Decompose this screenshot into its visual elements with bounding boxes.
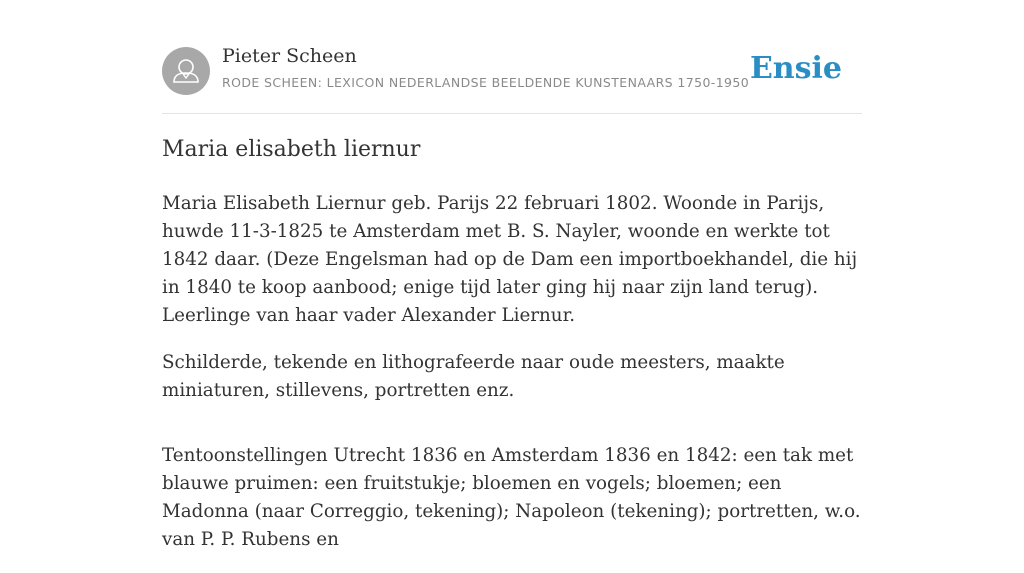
- source-label[interactable]: RODE SCHEEN: LEXICON NEDERLANDSE BEELDENDE KUNSTENAARS 1750-1950: [222, 75, 750, 90]
- author-avatar[interactable]: [162, 47, 210, 95]
- user-icon: [162, 47, 210, 95]
- article-body: [162, 190, 862, 573]
- author-name[interactable]: Pieter Scheen: [222, 45, 357, 67]
- article-paragraph: Schilderde, tekende en lithografeerde naar oude meesters, maakte miniaturen, stillevens, portretten enz.: [162, 352, 785, 401]
- article-title: Maria elisabeth liernur: [162, 137, 421, 162]
- article-header: [162, 0, 862, 114]
- article-paragraph: Maria Elisabeth Liernur geb. Parijs 22 februari 1802. Woonde in Parijs, huwde 11-3-1825 te Amsterdam met B. S. Nayler, woonde en werkte tot 1842 daar. (Deze Engelsman had op de Dam een importboekhandel, die hij in 1840 te koop aanbood; enige tijd later ging hij naar zijn land terug). Leerlinge van haar vader Alexander Liernur.: [162, 193, 858, 326]
- brand-logo[interactable]: Ensie: [749, 51, 842, 86]
- article-paragraph: Tentoonstellingen Utrecht 1836 en Amsterdam 1836 en 1842: een tak met blauwe pruimen: een fruitstukje; bloemen en vogels; bloemen; een Madonna (naar Correggio, tekening); Napoleon (tekening); portretten, w.o. van P. P. Rubens en: [162, 445, 861, 550]
- content-container: [162, 0, 862, 550]
